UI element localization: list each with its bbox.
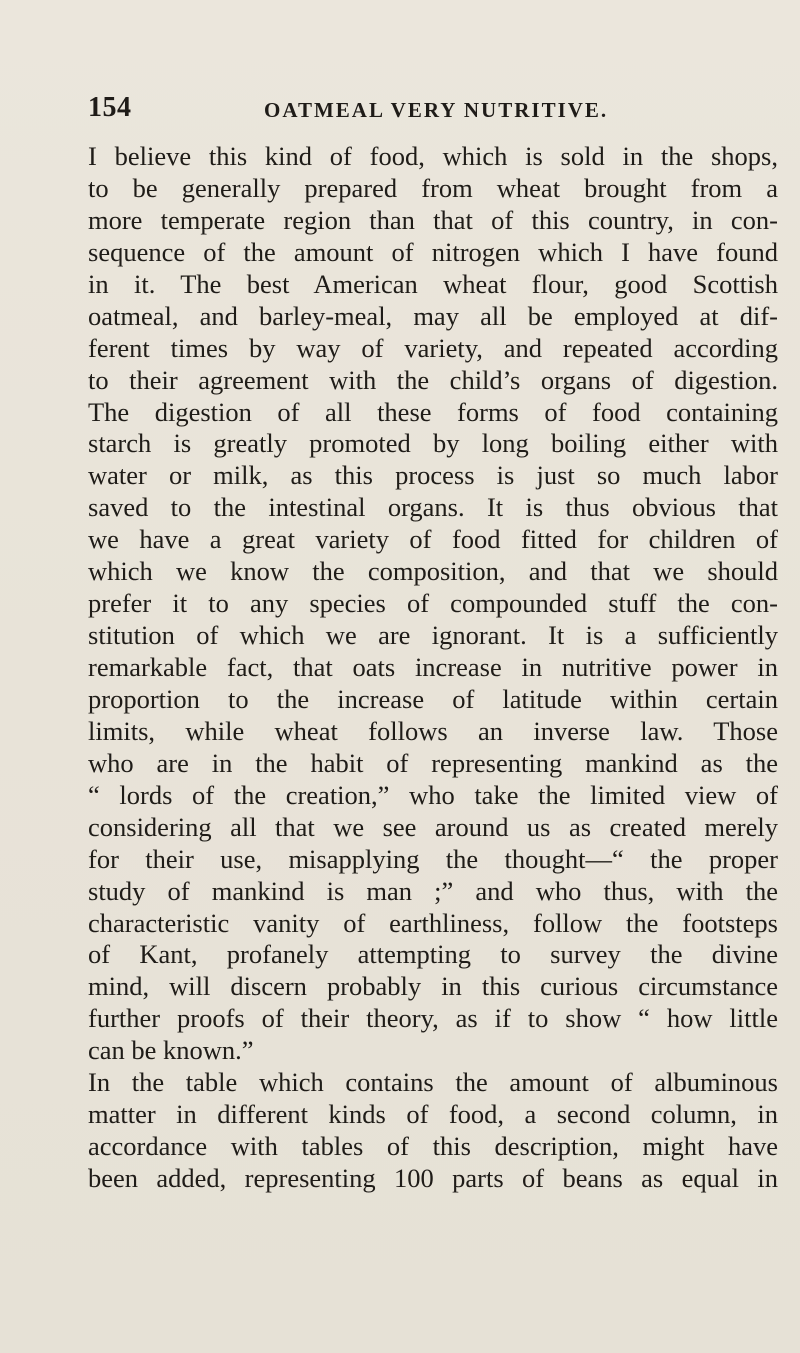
text-line: further proofs of their theory, as if to show “ how little xyxy=(88,1003,778,1034)
text-line: In the table which contains the amount of albuminous xyxy=(88,1067,778,1098)
text-line: accordance with tables of this description, might have xyxy=(88,1131,778,1162)
text-line: The digestion of all these forms of food containing xyxy=(88,396,778,427)
text-line: ferent times by way of variety, and repeated according xyxy=(88,332,778,363)
text-line: matter in different kinds of food, a second column, in xyxy=(88,1099,778,1130)
text-line: characteristic vanity of earthliness, follow the footsteps xyxy=(88,907,778,938)
text-line: mind, will discern probably in this curious circumstance xyxy=(88,971,778,1002)
text-line: limits, while wheat follows an inverse law. Those xyxy=(88,715,778,746)
text-line: stitution of which we are ignorant. It is a sufficiently xyxy=(88,620,778,651)
text-line: for their use, misapplying the thought—“ the proper xyxy=(88,843,778,874)
text-line: proportion to the increase of latitude within certain xyxy=(88,683,778,714)
text-line: sequence of the amount of nitrogen which I have found xyxy=(88,236,778,267)
text-line: considering all that we see around us as created merely xyxy=(88,811,778,842)
text-line: of Kant, profanely attempting to survey the divine xyxy=(88,939,778,970)
text-line: study of mankind is man ;” and who thus, with the xyxy=(88,875,778,906)
text-line: water or milk, as this process is just so much labor xyxy=(88,460,778,491)
text-line: prefer it to any species of compounded stuff the con- xyxy=(88,588,778,619)
text-line: remarkable fact, that oats increase in nutritive power in xyxy=(88,652,778,682)
text-line: been added, representing 100 parts of beans as equal in xyxy=(88,1163,778,1193)
body-text xyxy=(88,141,778,1195)
text-line: oatmeal, and barley-meal, may all be employed at dif- xyxy=(88,300,778,331)
text-line: in it. The best American wheat flour, good Scottish xyxy=(88,268,778,299)
text-line: to be generally prepared from wheat brought from a xyxy=(88,172,778,203)
text-line: saved to the intestinal organs. It is thus obvious that xyxy=(88,492,778,523)
page-header xyxy=(88,92,778,126)
text-line: which we know the composition, and that we should xyxy=(88,556,778,587)
text-line: we have a great variety of food fitted for children of xyxy=(88,524,778,555)
page-number: 154 xyxy=(88,92,132,123)
text-line: who are in the habit of representing mankind as the xyxy=(88,747,778,778)
text-line: to their agreement with the child’s organs of digestion. xyxy=(88,364,778,395)
text-line: more temperate region than that of this country, in con- xyxy=(88,204,778,235)
text-line: starch is greatly promoted by long boiling either with xyxy=(88,428,778,459)
text-line: “ lords of the creation,” who take the limited view of xyxy=(88,779,778,810)
running-head: OATMEAL VERY NUTRITIVE. xyxy=(264,98,609,122)
text-line: I believe this kind of food, which is sold in the shops, xyxy=(88,141,778,171)
text-line: can be known.” xyxy=(88,1035,254,1066)
